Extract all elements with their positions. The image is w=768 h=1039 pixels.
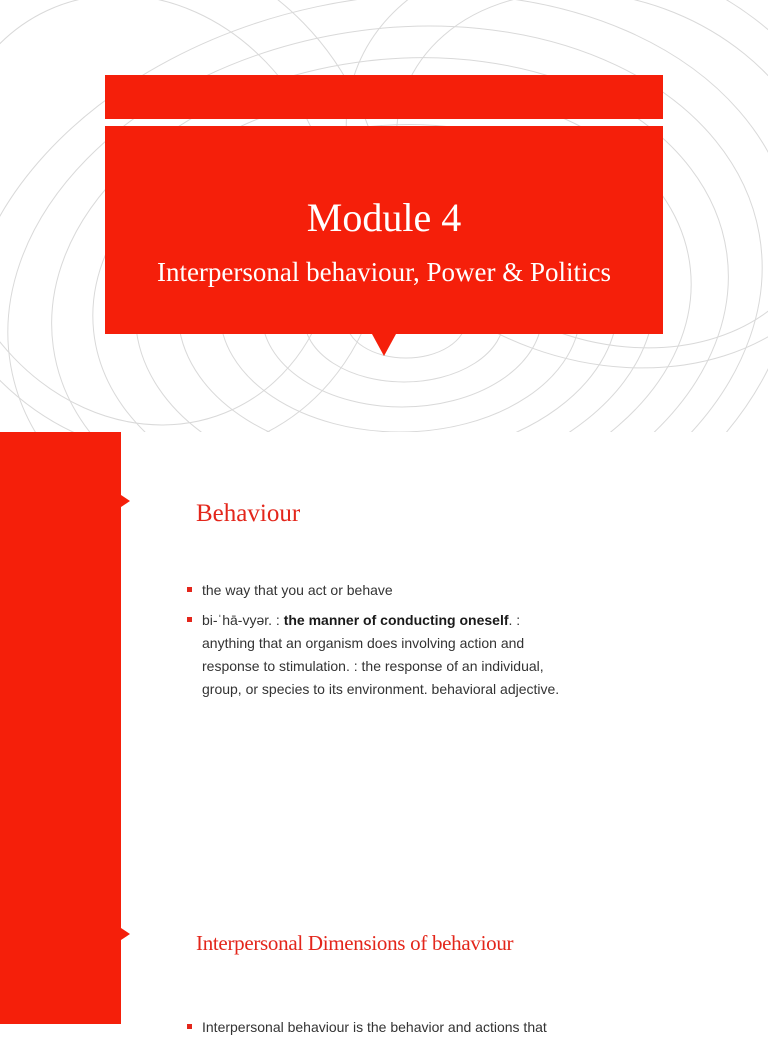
bullet-item: [186, 609, 566, 701]
sidebar-notch: [121, 495, 130, 507]
definition-rest: . : anything that an organism does involving action and response to stimulation. : the response of an individual, group, or species to its environment. behavioral adjective.: [202, 612, 560, 697]
bullet-list: [186, 579, 566, 708]
pronunciation: bi-ˈhā-vyər. :: [202, 612, 284, 628]
content-slide: [0, 432, 768, 1035]
title-box: [105, 126, 663, 334]
title-slide: [0, 0, 768, 432]
definition-bold: the manner of conducting oneself: [283, 612, 509, 628]
accent-sidebar: [0, 432, 121, 1024]
section-heading: Behaviour: [196, 500, 301, 527]
bullet-item: [186, 579, 566, 602]
sidebar-notch-2: [121, 928, 130, 940]
bullet-item-cut: Interpersonal behaviour is the behavior and actions that: [186, 1016, 602, 1039]
section-heading-2: Interpersonal Dimensions of behaviour: [196, 931, 514, 955]
title-box-pointer: [372, 334, 396, 356]
bullet-text: the way that you act or behave: [202, 582, 393, 598]
title-top-bar: [105, 75, 663, 119]
slide-subtitle: Interpersonal behaviour, Power & Politics: [156, 257, 612, 287]
slide-title: Module 4: [306, 195, 462, 240]
